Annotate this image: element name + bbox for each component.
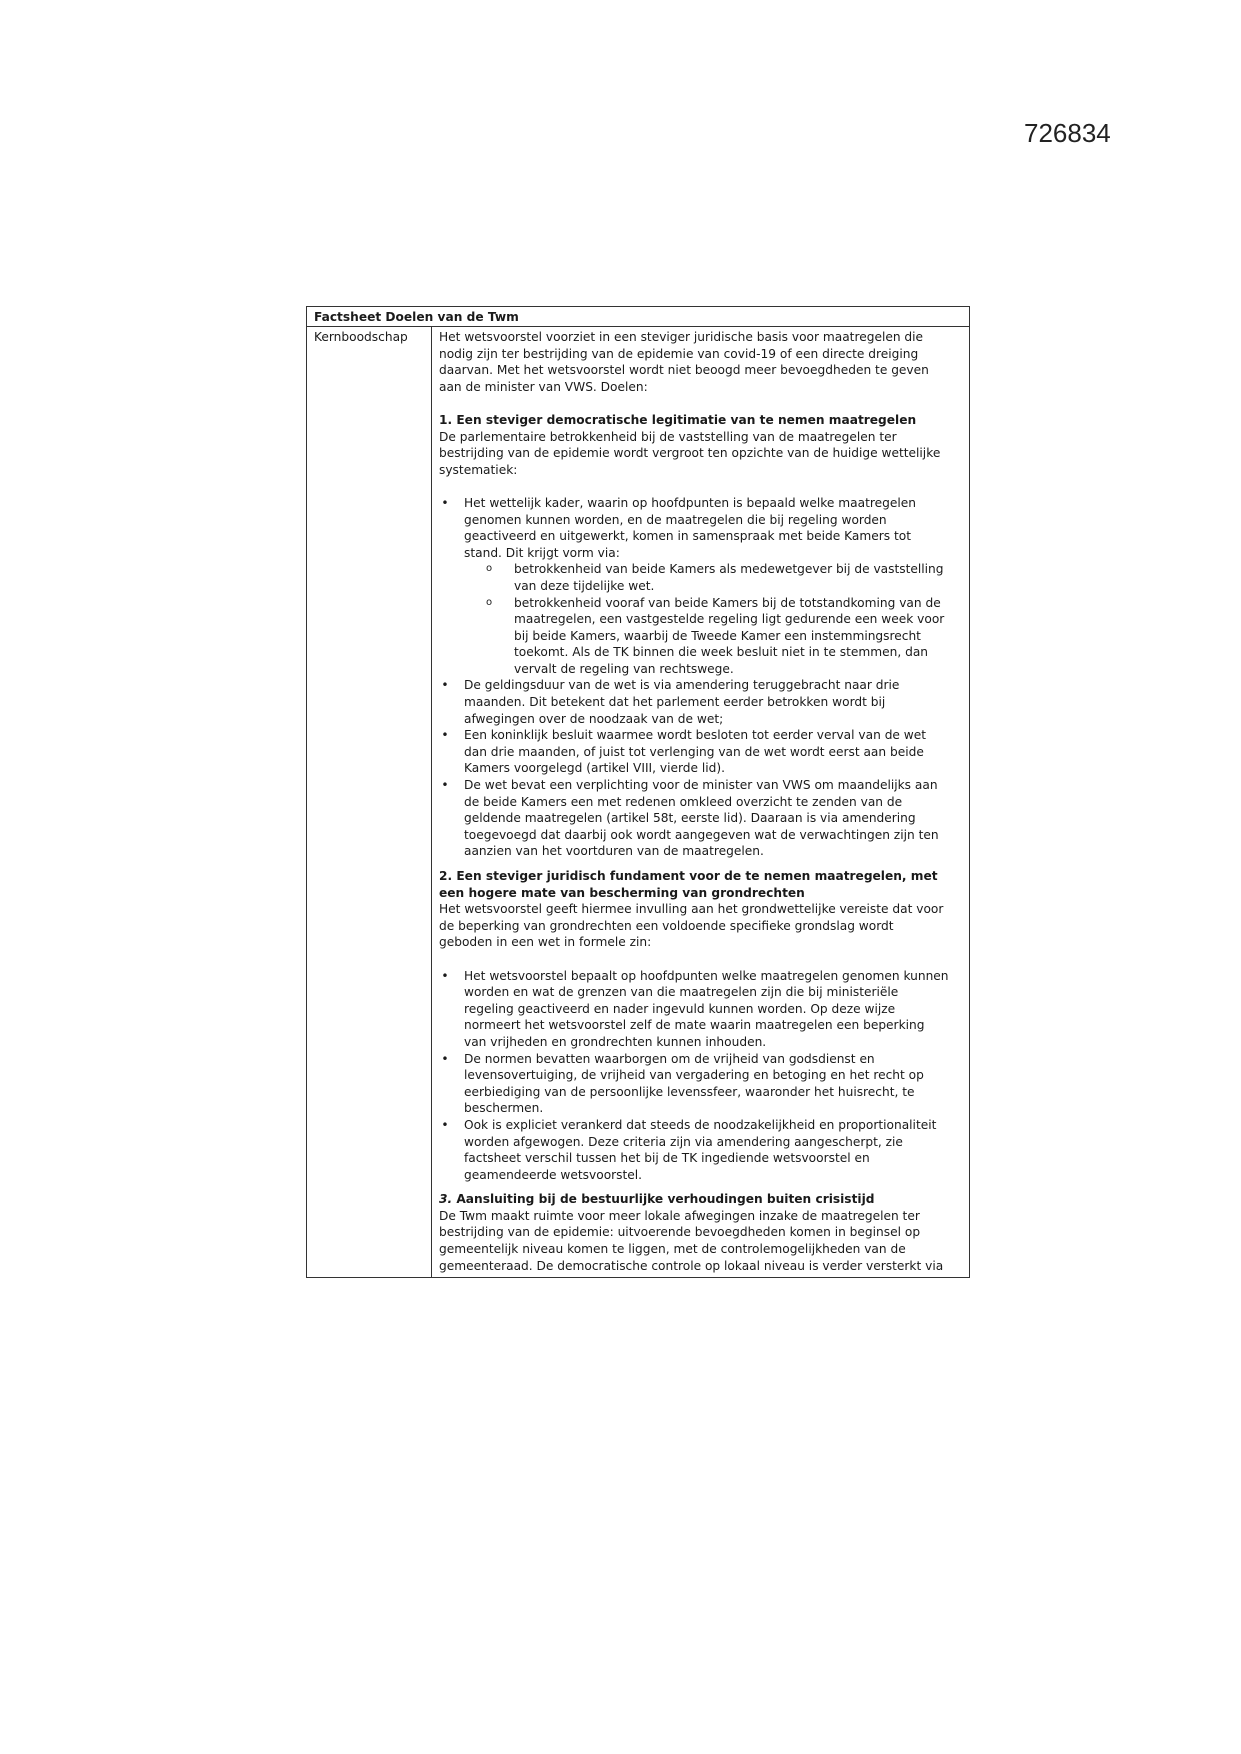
- text-line: aan de minister van VWS. Doelen:: [439, 379, 648, 394]
- text-line: bestrijding van de epidemie: uitvoerende bevoegdheden komen in beginsel op: [439, 1225, 921, 1240]
- row-content: [432, 327, 969, 1277]
- text-line: 2. Een steviger juridisch fundament voor de te nemen maatregelen, met: [439, 869, 938, 883]
- text-line: worden en wat de grenzen van die maatregelen zijn die bij ministeriële: [464, 985, 899, 1000]
- text-line: bestrijding van de epidemie wordt vergroot ten opzichte van de huidige wettelijke: [439, 446, 941, 461]
- text-line: beschermen.: [464, 1101, 544, 1116]
- bullet-icon: •: [441, 778, 449, 793]
- text-line: Ook is expliciet verankerd dat steeds de noodzakelijkheid en proportionaliteit: [464, 1117, 937, 1132]
- list-item: [439, 677, 963, 727]
- list-item: [439, 968, 963, 1051]
- factsheet-row: [307, 327, 969, 1277]
- list-item: [439, 1117, 963, 1183]
- text-line: gemeentelijk niveau komen te liggen, met de controlemogelijkheden van de: [439, 1242, 906, 1257]
- text-line: betrokkenheid vooraf van beide Kamers bij de totstandkoming van de: [514, 595, 941, 610]
- row-label: Kernboodschap: [307, 327, 432, 1277]
- text-line: genomen kunnen worden, en de maatregelen die bij regeling worden: [464, 512, 887, 527]
- text-line: maanden. Dit betekent dat het parlement eerder betrokken wordt bij: [464, 695, 886, 710]
- text-line: De geldingsduur van de wet is via amendering teruggebracht naar drie: [464, 678, 900, 693]
- bullet-icon: •: [441, 1117, 449, 1132]
- section-3-number: 3.: [439, 1192, 453, 1207]
- text-line: van vrijheden en grondrechten kunnen inhouden.: [464, 1034, 767, 1049]
- section-2-intro: [439, 901, 963, 951]
- text-line: aanzien van het voortduren van de maatregelen.: [464, 844, 764, 859]
- text-line: De Twm maakt ruimte voor meer lokale afwegingen inzake de maatregelen ter: [439, 1208, 920, 1223]
- text-line: van deze tijdelijke wet.: [514, 578, 655, 593]
- text-line: betrokkenheid van beide Kamers als medewetgever bij de vaststelling: [514, 562, 944, 577]
- bullet-icon: •: [441, 1051, 449, 1066]
- text-line: levensovertuiging, de vrijheid van vergadering en betoging en het recht op: [464, 1068, 924, 1083]
- text-line: nodig zijn ter bestrijding van de epidemie van covid-19 of een directe dreiging: [439, 346, 919, 361]
- text-line: gemeenteraad. De democratische controle op lokaal niveau is verder versterkt via: [439, 1258, 944, 1273]
- text-line: De normen bevatten waarborgen om de vrijheid van godsdienst en: [464, 1051, 875, 1066]
- text-line: Het wettelijk kader, waarin op hoofdpunten is bepaald welke maatregelen: [464, 495, 916, 510]
- text-line: toegevoegd dat daarbij ook wordt aangegeven wat de verwachtingen zijn ten: [464, 827, 939, 842]
- section-1-intro: [439, 429, 963, 479]
- text-line: Het wetsvoorstel geeft hiermee invulling aan het grondwettelijke vereiste dat voor: [439, 902, 944, 917]
- text-line: stand. Dit krijgt vorm via:: [464, 545, 620, 560]
- text-line: eerbiediging van de persoonlijke levenssfeer, waaronder het huisrecht, te: [464, 1084, 915, 1099]
- section-1-title: 1. Een steviger democratische legitimatie van te nemen maatregelen: [439, 412, 917, 427]
- circle-bullet-icon: o: [486, 563, 493, 575]
- section-3-intro: [439, 1208, 963, 1274]
- list-item: [439, 777, 963, 860]
- text-line: normeert het wetsvoorstel zelf de mate waarin maatregelen een beperking: [464, 1018, 925, 1033]
- text-line: factsheet verschil tussen het bij de TK ingediende wetsvoorstel en: [464, 1151, 870, 1166]
- section-3-title-text: Aansluiting bij de bestuurlijke verhoudingen buiten crisistijd: [452, 1192, 875, 1207]
- text-line: geldende maatregelen (artikel 58t, eerste lid). Daaraan is via amendering: [464, 811, 916, 826]
- sub-list-item: [439, 595, 963, 678]
- text-line: de beide Kamers een met redenen omkleed overzicht te zenden van de: [464, 794, 903, 809]
- text-line: geamendeerde wetsvoorstel.: [464, 1167, 643, 1182]
- factsheet-title: Factsheet Doelen van de Twm: [307, 307, 969, 327]
- text-line: afwegingen over de noodzaak van de wet;: [464, 711, 724, 726]
- circle-bullet-icon: o: [486, 596, 493, 608]
- document-number: 726834: [1024, 118, 1111, 148]
- text-line: geactiveerd en uitgewerkt, komen in samenspraak met beide Kamers tot: [464, 529, 911, 544]
- text-line: worden afgewogen. Deze criteria zijn via amendering aangescherpt, zie: [464, 1134, 903, 1149]
- text-line: Het wetsvoorstel voorziet in een steviger juridische basis voor maatregelen die: [439, 330, 924, 344]
- text-line: Het wetsvoorstel bepaalt op hoofdpunten welke maatregelen genomen kunnen: [464, 968, 949, 983]
- text-line: geboden in een wet in formele zin:: [439, 935, 652, 950]
- sub-list-item: [439, 561, 963, 594]
- text-line: maatregelen, een vastgestelde regeling ligt gedurende een week voor: [514, 612, 945, 627]
- bullet-icon: •: [441, 678, 449, 693]
- text-line: toekomt. Als de TK binnen die week besluit niet in te stemmen, dan: [514, 645, 929, 660]
- text-line: regeling geactiveerd en nader ingevuld kunnen worden. Op deze wijze: [464, 1001, 896, 1016]
- intro-paragraph: [439, 329, 963, 395]
- text-line: systematiek:: [439, 462, 518, 477]
- text-line: vervalt de regeling van rechtswege.: [514, 661, 734, 676]
- section-2-title: [439, 868, 963, 901]
- list-item: [439, 495, 963, 561]
- bullet-icon: •: [441, 495, 449, 510]
- section-3-title: [439, 1191, 963, 1208]
- text-line: De wet bevat een verplichting voor de minister van VWS om maandelijks aan: [464, 778, 938, 793]
- bullet-icon: •: [441, 728, 449, 743]
- text-line: een hogere mate van bescherming van grondrechten: [439, 885, 805, 900]
- factsheet-table: [306, 306, 970, 1278]
- text-line: de beperking van grondrechten een voldoende specifieke grondslag wordt: [439, 918, 894, 933]
- text-line: Een koninklijk besluit waarmee wordt besloten tot eerder verval van de wet: [464, 728, 927, 743]
- text-line: daarvan. Met het wetsvoorstel wordt niet beoogd meer bevoegdheden te geven: [439, 363, 929, 378]
- text-line: Kamers voorgelegd (artikel VIII, vierde lid).: [464, 761, 726, 776]
- bullet-icon: •: [441, 968, 449, 983]
- list-item: [439, 727, 963, 777]
- list-item: [439, 1051, 963, 1117]
- text-line: bij beide Kamers, waarbij de Tweede Kamer een instemmingsrecht: [514, 628, 921, 643]
- text-line: dan drie maanden, of juist tot verlenging van de wet wordt eerst aan beide: [464, 744, 924, 759]
- text-line: De parlementaire betrokkenheid bij de vaststelling van de maatregelen ter: [439, 429, 897, 444]
